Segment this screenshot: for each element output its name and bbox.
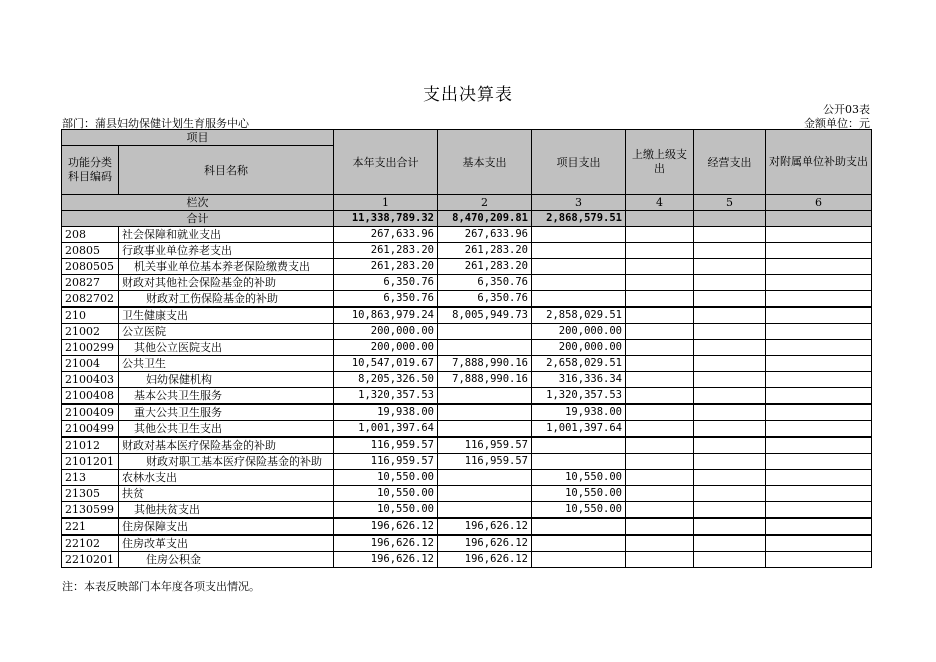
row-project (532, 291, 626, 308)
row-total: 116,959.57 (334, 454, 438, 470)
row-project: 316,336.34 (532, 372, 626, 388)
row-business (694, 291, 766, 308)
row-project: 200,000.00 (532, 324, 626, 340)
row-project (532, 275, 626, 291)
row-name: 社会保障和就业支出 (119, 227, 334, 243)
row-subsidy (766, 404, 872, 421)
row-business (694, 552, 766, 568)
row-basic: 196,626.12 (438, 552, 532, 568)
row-total: 10,550.00 (334, 486, 438, 502)
row-subsidy (766, 291, 872, 308)
header-total: 本年支出合计 (334, 130, 438, 195)
table-row (62, 291, 872, 308)
row-upper (626, 340, 694, 356)
row-business (694, 372, 766, 388)
header-subsidy: 对附属单位补助支出 (766, 130, 872, 195)
table-row (62, 470, 872, 486)
row-name: 基本公共卫生服务 (119, 388, 334, 405)
form-number: 公开03表 (823, 103, 870, 116)
row-total: 261,283.20 (334, 243, 438, 259)
row-basic (438, 421, 532, 438)
row-business (694, 502, 766, 519)
table-row (62, 552, 872, 568)
row-subsidy (766, 421, 872, 438)
row-upper (626, 307, 694, 324)
row-business (694, 486, 766, 502)
row-upper (626, 470, 694, 486)
row-code: 22102 (62, 535, 119, 552)
label-col: 5 (694, 195, 766, 211)
row-code: 2100299 (62, 340, 119, 356)
row-business (694, 259, 766, 275)
table-row (62, 486, 872, 502)
row-upper (626, 291, 694, 308)
row-code: 2101201 (62, 454, 119, 470)
row-basic: 8,005,949.73 (438, 307, 532, 324)
row-basic: 196,626.12 (438, 518, 532, 535)
row-project: 200,000.00 (532, 340, 626, 356)
row-basic: 7,888,990.16 (438, 372, 532, 388)
row-total: 267,633.96 (334, 227, 438, 243)
table-row (62, 372, 872, 388)
row-project: 2,858,029.51 (532, 307, 626, 324)
total-upper (626, 211, 694, 227)
row-upper (626, 552, 694, 568)
row-business (694, 437, 766, 454)
row-upper (626, 356, 694, 372)
row-code: 208 (62, 227, 119, 243)
row-subsidy (766, 243, 872, 259)
row-upper (626, 275, 694, 291)
table-row (62, 437, 872, 454)
row-code: 20805 (62, 243, 119, 259)
row-basic: 7,888,990.16 (438, 356, 532, 372)
total-business (694, 211, 766, 227)
table-body (62, 227, 872, 568)
row-total: 10,863,979.24 (334, 307, 438, 324)
unit-label: 金额单位：元 (804, 117, 870, 130)
row-subsidy (766, 259, 872, 275)
row-upper (626, 372, 694, 388)
row-business (694, 356, 766, 372)
label-col: 4 (626, 195, 694, 211)
label-col: 1 (334, 195, 438, 211)
row-upper (626, 454, 694, 470)
row-code: 21305 (62, 486, 119, 502)
row-name: 农林水支出 (119, 470, 334, 486)
row-basic (438, 486, 532, 502)
row-subsidy (766, 372, 872, 388)
row-total: 1,320,357.53 (334, 388, 438, 405)
row-name: 财政对基本医疗保险基金的补助 (119, 437, 334, 454)
table-row (62, 404, 872, 421)
table-row (62, 275, 872, 291)
table-row (62, 259, 872, 275)
row-name: 公共卫生 (119, 356, 334, 372)
row-subsidy (766, 437, 872, 454)
row-business (694, 421, 766, 438)
row-business (694, 324, 766, 340)
table-row (62, 535, 872, 552)
row-project (532, 437, 626, 454)
row-subsidy (766, 227, 872, 243)
row-name: 财政对工伤保险基金的补助 (119, 291, 334, 308)
row-business (694, 388, 766, 405)
row-name: 财政对其他社会保险基金的补助 (119, 275, 334, 291)
row-upper (626, 227, 694, 243)
row-business (694, 227, 766, 243)
row-basic (438, 324, 532, 340)
row-project: 2,658,029.51 (532, 356, 626, 372)
row-code: 21002 (62, 324, 119, 340)
row-project: 1,320,357.53 (532, 388, 626, 405)
table-row (62, 454, 872, 470)
table-row (62, 243, 872, 259)
total-sum: 11,338,789.32 (334, 211, 438, 227)
row-name: 行政事业单位养老支出 (119, 243, 334, 259)
row-project: 10,550.00 (532, 502, 626, 519)
header-item: 项目 (62, 130, 334, 146)
row-subsidy (766, 307, 872, 324)
row-total: 6,350.76 (334, 275, 438, 291)
row-basic (438, 470, 532, 486)
row-business (694, 535, 766, 552)
row-basic: 261,283.20 (438, 243, 532, 259)
label-col: 6 (766, 195, 872, 211)
row-code: 2100499 (62, 421, 119, 438)
label-caption: 栏次 (62, 195, 334, 211)
row-project: 1,001,397.64 (532, 421, 626, 438)
row-subsidy (766, 356, 872, 372)
row-subsidy (766, 552, 872, 568)
row-basic: 267,633.96 (438, 227, 532, 243)
row-total: 196,626.12 (334, 535, 438, 552)
row-code: 2082702 (62, 291, 119, 308)
row-business (694, 454, 766, 470)
row-total: 1,001,397.64 (334, 421, 438, 438)
row-total: 196,626.12 (334, 518, 438, 535)
label-col: 3 (532, 195, 626, 211)
row-total: 196,626.12 (334, 552, 438, 568)
row-total: 10,550.00 (334, 470, 438, 486)
row-name: 住房改革支出 (119, 535, 334, 552)
row-upper (626, 324, 694, 340)
header-basic: 基本支出 (438, 130, 532, 195)
table-header (62, 130, 872, 227)
row-business (694, 307, 766, 324)
row-project: 10,550.00 (532, 470, 626, 486)
page-title: 支出决算表 (423, 85, 513, 105)
row-upper (626, 535, 694, 552)
row-project (532, 552, 626, 568)
table-row (62, 356, 872, 372)
row-total: 200,000.00 (334, 324, 438, 340)
row-name: 卫生健康支出 (119, 307, 334, 324)
row-subsidy (766, 518, 872, 535)
row-total: 19,938.00 (334, 404, 438, 421)
row-subsidy (766, 535, 872, 552)
table-row (62, 518, 872, 535)
row-upper (626, 518, 694, 535)
label-col: 2 (438, 195, 532, 211)
row-basic: 6,350.76 (438, 275, 532, 291)
row-total: 10,550.00 (334, 502, 438, 519)
row-upper (626, 421, 694, 438)
table-row (62, 502, 872, 519)
row-total: 8,205,326.50 (334, 372, 438, 388)
row-total: 200,000.00 (334, 340, 438, 356)
table-row (62, 307, 872, 324)
row-upper (626, 243, 694, 259)
row-project (532, 535, 626, 552)
row-upper (626, 388, 694, 405)
row-name: 其他扶贫支出 (119, 502, 334, 519)
table-row (62, 421, 872, 438)
row-name: 重大公共卫生服务 (119, 404, 334, 421)
row-project: 19,938.00 (532, 404, 626, 421)
row-subsidy (766, 340, 872, 356)
row-subsidy (766, 502, 872, 519)
header-name: 科目名称 (119, 146, 334, 195)
row-business (694, 470, 766, 486)
row-code: 2100403 (62, 372, 119, 388)
row-project (532, 259, 626, 275)
row-subsidy (766, 454, 872, 470)
total-caption: 合计 (62, 211, 334, 227)
row-business (694, 340, 766, 356)
row-name: 公立医院 (119, 324, 334, 340)
table-row (62, 324, 872, 340)
row-basic: 116,959.57 (438, 437, 532, 454)
footnote: 注：本表反映部门本年度各项支出情况。 (62, 580, 260, 593)
row-business (694, 275, 766, 291)
row-name: 扶贫 (119, 486, 334, 502)
header-upper: 上缴上级支出 (626, 130, 694, 195)
row-name: 机关事业单位基本养老保险缴费支出 (119, 259, 334, 275)
row-name: 其他公立医院支出 (119, 340, 334, 356)
row-code: 2100408 (62, 388, 119, 405)
total-basic: 8,470,209.81 (438, 211, 532, 227)
row-code: 21004 (62, 356, 119, 372)
row-project (532, 518, 626, 535)
row-code: 2130599 (62, 502, 119, 519)
row-basic (438, 502, 532, 519)
row-basic: 261,283.20 (438, 259, 532, 275)
expenditure-table (61, 129, 872, 568)
row-name: 住房保障支出 (119, 518, 334, 535)
row-code: 210 (62, 307, 119, 324)
row-basic: 116,959.57 (438, 454, 532, 470)
row-basic (438, 404, 532, 421)
row-code: 20827 (62, 275, 119, 291)
row-basic (438, 340, 532, 356)
total-project: 2,868,579.51 (532, 211, 626, 227)
row-total: 261,283.20 (334, 259, 438, 275)
row-business (694, 518, 766, 535)
row-total: 116,959.57 (334, 437, 438, 454)
total-subsidy (766, 211, 872, 227)
row-subsidy (766, 470, 872, 486)
row-project (532, 454, 626, 470)
row-basic: 196,626.12 (438, 535, 532, 552)
row-project: 10,550.00 (532, 486, 626, 502)
header-business: 经营支出 (694, 130, 766, 195)
row-upper (626, 486, 694, 502)
row-code: 2210201 (62, 552, 119, 568)
row-name: 财政对职工基本医疗保险基金的补助 (119, 454, 334, 470)
row-total: 6,350.76 (334, 291, 438, 308)
row-subsidy (766, 275, 872, 291)
row-code: 213 (62, 470, 119, 486)
department-label: 部门：蒲县妇幼保健计划生育服务中心 (62, 117, 249, 130)
row-subsidy (766, 486, 872, 502)
row-subsidy (766, 324, 872, 340)
table-row (62, 388, 872, 405)
row-upper (626, 437, 694, 454)
row-upper (626, 404, 694, 421)
row-code: 21012 (62, 437, 119, 454)
row-business (694, 404, 766, 421)
row-upper (626, 502, 694, 519)
row-code: 221 (62, 518, 119, 535)
row-name: 其他公共卫生支出 (119, 421, 334, 438)
table-row (62, 227, 872, 243)
row-upper (626, 259, 694, 275)
header-code: 功能分类科目编码 (62, 146, 119, 195)
row-code: 2100409 (62, 404, 119, 421)
row-code: 2080505 (62, 259, 119, 275)
row-business (694, 243, 766, 259)
row-project (532, 227, 626, 243)
row-total: 10,547,019.67 (334, 356, 438, 372)
row-name: 住房公积金 (119, 552, 334, 568)
row-basic: 6,350.76 (438, 291, 532, 308)
row-name: 妇幼保健机构 (119, 372, 334, 388)
header-project: 项目支出 (532, 130, 626, 195)
row-basic (438, 388, 532, 405)
row-subsidy (766, 388, 872, 405)
row-project (532, 243, 626, 259)
table-row (62, 340, 872, 356)
